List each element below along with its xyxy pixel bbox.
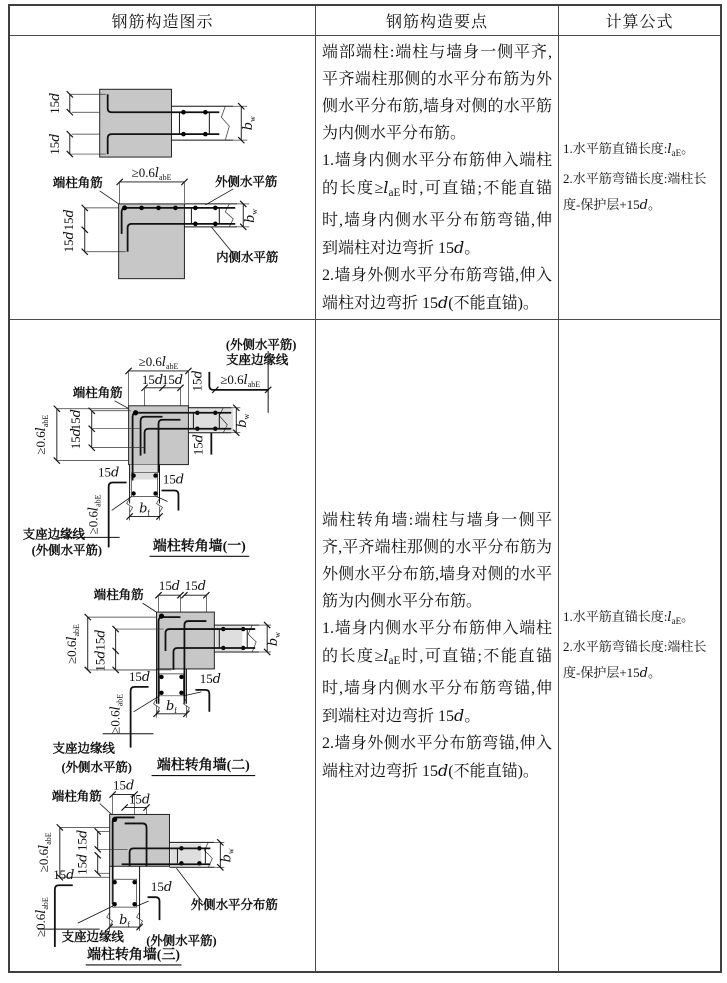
figureB-end-column-concrete (119, 204, 185, 279)
figureB-dim-bw (237, 204, 259, 227)
figureA-dim-15d-top (47, 93, 106, 114)
figureE-inner-bar-hook-bottom (137, 879, 173, 920)
dim-label-15d: 15d (74, 853, 91, 875)
figureD-dim-06labE-left (64, 617, 157, 670)
row1-paragraph: 2.墙身外侧水平分布筋弯锚,伸入端柱对边弯折 15d(不能直锚)。 (322, 266, 552, 312)
dim-label-06labE: $\ge 0.6l_{abE}$ (63, 624, 81, 664)
corner-bar-label: 端柱角筋 (51, 789, 102, 804)
dim-label-15d: 15d (92, 650, 109, 672)
row1-formula-item: 1.水平筋直锚长度$:l_{aE}$。 (563, 141, 695, 158)
outer-horizontal-distribution-label: 外侧水平分布筋 (190, 898, 278, 913)
figureE-corner-wall-3 (33, 778, 278, 965)
row2-diagram-cell (10, 320, 316, 971)
row2-formula-item: 1.水平筋直锚长度$:l_{aE}$。 (563, 609, 695, 626)
support-edge-label: 支座边缘线 (22, 527, 85, 542)
figureD-corner-wall-2 (53, 578, 282, 775)
outer-horizontal-paren-label: (外侧水平筋) (61, 760, 132, 775)
figureC-inner-bar-hook-bottom (157, 472, 185, 511)
dim-label-15d: 15d (189, 370, 206, 392)
dim-label-bf: $b_f$ (119, 913, 131, 930)
figureE-outer-dist-label (176, 868, 278, 912)
row2-paragraph: 端柱转角墙:端柱与墙身一侧平齐,平齐端柱那侧的水平分布筋为外侧水平分布筋,墙身对侧的水平筋为内侧水平分布筋。 (322, 511, 552, 610)
dim-label-15d: 15d (128, 791, 151, 808)
figureD-inner-bar-hook-bottom (183, 671, 221, 712)
figureE-wall-stub-right (170, 843, 201, 866)
header-diagram (10, 6, 316, 36)
support-edge-label: 支座边缘线 (61, 930, 124, 945)
figureA-dim-bw (233, 106, 257, 140)
outer-horizontal-paren-label: (外侧水平筋) (31, 543, 103, 558)
figureD-dim-bw (259, 625, 282, 652)
row1-diagram-cell (10, 36, 316, 320)
corner-bar-label: 端柱角筋 (52, 175, 103, 190)
row1-paragraph: 1.墙身内侧水平分布筋伸入端柱的长度$\ge l_{aE}$时,可直锚;不能直锚时,墙身内侧水平分布筋弯锚,伸到端柱对边弯折 15d。 (322, 151, 552, 257)
header-formula-label: 计算公式 (605, 14, 674, 31)
row1-points-cell (316, 36, 559, 320)
corner-bar-label: 端柱角筋 (93, 588, 144, 603)
dim-label-15d: 15d (67, 428, 84, 450)
dim-label-bw: $b_w$ (235, 413, 252, 428)
support-edge-label: 支座边缘线 (52, 741, 115, 756)
inner-horizontal-bar-label: 内侧水平筋 (216, 250, 279, 265)
figureE-title: 端柱转角墙(三) (87, 947, 181, 963)
dim-label-bw: $b_w$ (243, 208, 260, 223)
figureE-dim-bf (110, 913, 140, 931)
dim-label-06labE: $\ge 0.6l_{abE}$ (107, 693, 125, 734)
header-points-label: 钢筋构造要点 (385, 14, 488, 31)
header-diagram-label: 钢筋构造图示 (111, 14, 214, 31)
dim-label-bw: $b_w$ (241, 116, 258, 131)
end-column-wall-diagram (10, 36, 315, 320)
dim-label-06labE: $\ge 0.6l_{abE}$ (32, 897, 50, 938)
row1-formula-cell (559, 36, 720, 320)
dim-label-15d: 15d (46, 92, 63, 114)
dim-label-15d: 15d (158, 578, 181, 595)
outer-horizontal-bar-label: 外侧水平筋 (215, 174, 278, 189)
dim-label-15d: 15d (74, 829, 91, 851)
figureC-dim-bf (130, 501, 160, 520)
figureB-end-column-section (52, 165, 279, 279)
row2-points-cell (316, 320, 559, 971)
figureA-dim-15d-bottom (47, 133, 106, 154)
figureA-end-column-section (47, 89, 257, 157)
figureD-title: 端柱转角墙(二) (156, 758, 250, 774)
row1-paragraph: 端部端柱:端柱与墙身一侧平齐,平齐端柱那侧的水平分布筋为外侧水平分布筋,墙身对侧的水平筋为内侧水平分布筋。 (322, 43, 552, 142)
dim-label-06labE: $\ge 0.6l_{abE}$ (32, 414, 50, 455)
support-edge-label: 支座边缘线 (226, 352, 289, 367)
figureD-outer-bar-extension-bottom (103, 669, 160, 748)
dim-label-06labE: $\ge 0.6l_{abE}$ (85, 494, 103, 535)
dim-label-06labE: $\ge 0.6l_{abE}$ (220, 371, 261, 389)
dim-label-15d: 15d (60, 209, 77, 231)
dim-label-15d: 15d (150, 879, 173, 896)
dim-label-15d: 15d (67, 409, 84, 431)
dim-label-15d: 15d (46, 133, 63, 155)
dim-label-15d: 15d (53, 867, 75, 884)
dim-label-15d: 15d (199, 670, 221, 687)
row2-formula-item: 2.水平筋弯锚长度:端柱长度-保护层+15d。 (563, 639, 707, 681)
rebar-construction-table (8, 4, 722, 973)
figureB-dim-15d-15d (61, 208, 126, 253)
figureC-dim-bw (231, 408, 251, 433)
dim-label-bw: $b_w$ (266, 631, 283, 647)
dim-label-06labE: $\ge 0.6l_{abE}$ (131, 165, 172, 182)
figureB-dim-06labE (120, 165, 185, 206)
dim-label-15d: 15d (162, 471, 185, 488)
dim-label-15d: 15d (161, 371, 184, 388)
corner-bar-label: 端柱角筋 (72, 385, 123, 400)
outer-horizontal-paren-label: (外侧水平筋) (225, 337, 297, 352)
corner-wall-diagrams (10, 320, 315, 971)
dim-label-bf: $b_f$ (165, 698, 177, 715)
figureA-end-column-concrete (100, 89, 172, 157)
dim-label-15d: 15d (184, 578, 207, 595)
dim-label-bf: $b_f$ (139, 501, 151, 518)
dim-label-15d: 15d (141, 371, 164, 388)
row2-paragraph: 1.墙身内侧水平分布筋伸入端柱的长度$\ge l_{aE}$时,可直锚;不能直锚时,墙身内侧水平分布筋弯锚,伸到端柱对边弯折 15d。 (322, 619, 552, 725)
dim-label-15d: 15d (113, 777, 135, 794)
row2-paragraph: 2.墙身外侧水平分布筋弯锚,伸入端柱对边弯折 15d(不能直锚)。 (322, 734, 552, 780)
dim-label-15d: 15d (128, 668, 151, 685)
dim-label-15d: 15d (190, 434, 207, 456)
dim-label-15d: 15d (92, 629, 109, 651)
dim-label-06labE: $\ge 0.6l_{abE}$ (138, 353, 179, 371)
figureE-dim-bw (214, 842, 235, 867)
dim-label-15d: 15d (98, 464, 120, 481)
figureC-inner-bar-hook-right (190, 433, 211, 456)
figureE-end-column-concrete (110, 814, 170, 866)
dim-label-06labE: $\ge 0.6l_{abE}$ (35, 832, 53, 873)
figureC-corner-wall-1 (23, 337, 297, 557)
row1-formula-item: 2.水平筋弯锚长度:端柱长度-保护层+15d。 (563, 171, 707, 213)
header-formula (559, 6, 720, 36)
row2-formula-cell (559, 320, 720, 971)
dim-label-bw: $b_w$ (219, 848, 236, 863)
header-points (316, 6, 559, 36)
dim-label-15d: 15d (60, 231, 77, 253)
figureC-title: 端柱转角墙(一) (152, 539, 246, 555)
outer-horizontal-paren-label: (外侧水平筋) (146, 934, 217, 949)
figureD-dim-bf (157, 699, 187, 718)
